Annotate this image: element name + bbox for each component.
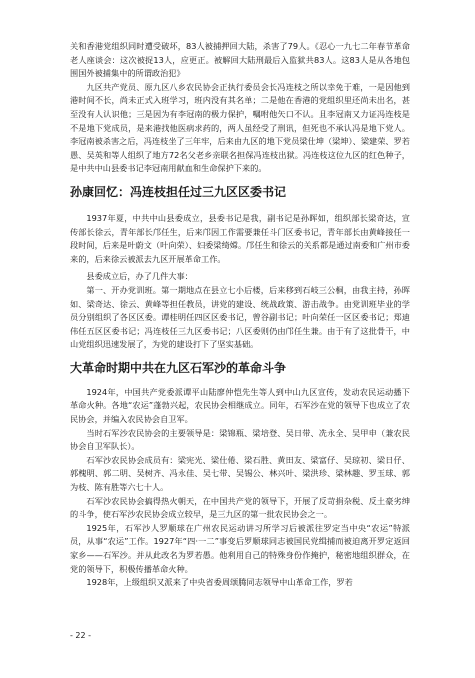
section-heading-sun-kang: 孙康回忆：冯连枝担任过三九区区委书记 <box>70 184 287 199</box>
paragraph-1925: 1925年，石军沙人罗顺球在广州农民运动讲习所学习后被派往罗定当中央“农运”特派员，从事“农运”工作。1927年“四·一二”事变后罗顺球同志被国民党缉捕而被迫离开罗定返回家乡——石军沙。并从此改名为罗若愚。他利用自己的特殊身份作掩护，秘密地组织群众，在党的领导下，积极传播革命火种。 <box>70 522 410 574</box>
paragraph-members: 石军沙农民协会成员有：梁宪光、梁仕倦、梁石胜、黄田友、梁富仔、吴琼初、梁日仔、郭槐明、郭二明、吴树齐、冯永佳、吴七带、吴锡公、林兴叶、梁洪珍、梁林趣、罗玉球、郭为枝、陈有胜等六七十人。 <box>70 454 410 493</box>
paragraph-county-committee: 1937年夏，中共中山县委成立，县委书记是我，副书记是孙晖如，组织部长梁奇达，宣传部长徐云，青年部长邝任生，后来邝因工作需要兼任斗门区委书记，青年部长由黄峰接任一段时间，后来是叶蔚文（叶向荣）、妇委梁绮嫦。邝任生和徐云的关系都是通过南委和广州市委来的，后来徐云被派去九区开展革命工作。 <box>70 212 410 264</box>
paragraph-1928: 1928年，上级组织又派来了中央省委周颂腾同志领导中山革命工作，罗若 <box>86 577 353 588</box>
paragraph-leaders: 当时石军沙农民协会的主要领导是：梁锦瓶、梁培登、吴日带、冼永全、吴甲申（兼农民协会自卫军队长）。 <box>70 427 410 452</box>
document-page <box>70 40 410 590</box>
paragraph-struggle: 石军沙农民协会搞得热火朝天，在中国共产党的领导下，开展了反苛捐杂税、反土豪劣绅的斗争，使石军沙农民协会成立较早，是三九区的第一批农民协会之一。 <box>70 495 410 520</box>
continued-text-block <box>70 40 410 176</box>
paragraph-training-class: 第一、开办党训班。第一期地点在县立七小后楼，后来移到石岐三公桐，由我主持，孙晖如、梁奇达、徐云、黄峰等担任教员，讲党的建设、统战政策、游击战争。由党训班毕业的学员分别组织了各区区委。谭桂明任四区区委书记，曾谷副书记；叶向荣任一区区委书记；郑迪伟任五区区委书记；冯连枝任三九区委书记；八区委则仍由邝任生兼。由于有了这批骨干，中山党组织迅速发展了，为党的建设打下了坚实基础。 <box>70 284 410 350</box>
paragraph-major-tasks: 县委成立后，办了几件大事： <box>86 271 193 282</box>
section-heading-shijunsha: 大革命时期中共在九区石军沙的革命斗争 <box>70 360 287 375</box>
paragraph-1924: 1924年，中国共产党委派谭平山陆廖仲恺先生等人到中山九区宣传，发动农民运动播下革命火种。各地“农运”蓬勃兴起，农民协会相继成立。同年，石军沙在党的领导下也成立了农民协会，并编入农民协会自卫军。 <box>70 386 410 425</box>
page-number: - 22 - <box>70 631 92 640</box>
paragraph-continued: 关和香港党组织同时遭受破坏，83人被捕押回大陆，杀害了79人。《忍心一九七二年春节革命老人座谈会：这次被捉13人，应更正。被解回大陆刑最后入监狱共83人。这83人是从各地包围国外被捕集中的所谓政治犯》 <box>70 41 410 79</box>
paragraph-feng-lianzhi: 九区共产党员、原九区八乡农民协会正执行委员会长冯连枝之所以幸免于难，一是因他到港时间不长，尚未正式入班学习，班内没有其名单；二是他在香港的党组织里还尚未出名，甚至没有人认识他；三是因为有李冠南的极力保护，嘱咐他矢口不认。且李冠南又力证冯连枝是不是地下党成员，是来港找他医病求药的，两人虽经受了刑讯，但死也不承认冯是地下党人。李冠南被杀害之后，冯连枝坐了三年牢，后来由九区的地下党员梁仕坤（梁坤）、梁建荣、罗若愚、吴英和等人组织了地方72名父老乡亲联名担保冯连枝出狱。冯连枝这位九区的红色种子，是中共中山县委书记李冠南用献血和生命保护下来的。 <box>70 81 410 174</box>
